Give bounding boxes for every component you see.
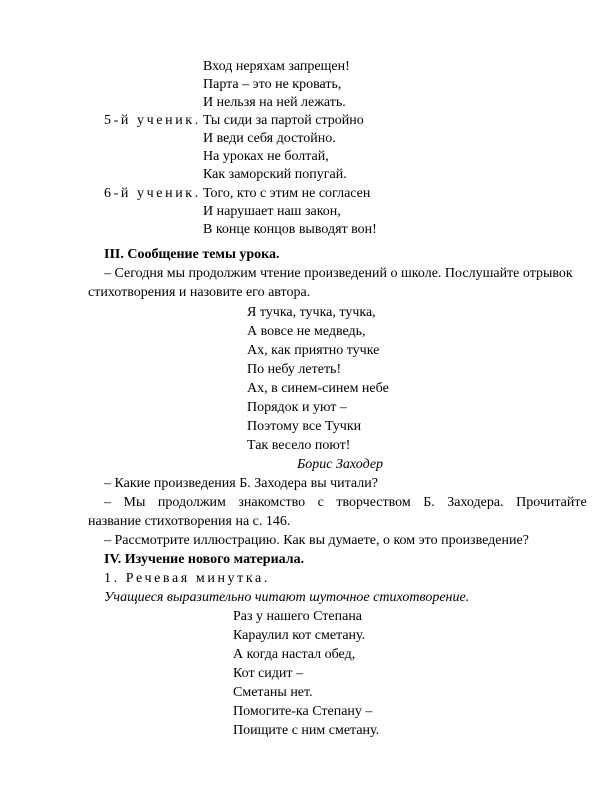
poem-line: Того, кто с этим не согласен	[203, 186, 371, 201]
question-line: название стихотворения на с. 146.	[88, 514, 291, 529]
poem-line: В конце концов выводят вон!	[203, 222, 377, 237]
poem-line: Вход неряхам запрещен!	[203, 59, 350, 74]
poem-line: Порядок и уют –	[247, 400, 347, 415]
poem-line: И нарушает наш закон,	[203, 204, 341, 219]
poem-line: Помогите-ка Степану –	[233, 704, 373, 719]
poem-line: Ах, как приятно тучке	[247, 343, 380, 358]
poem-line: А вовсе не медведь,	[247, 324, 366, 339]
paragraph-line: стихотворения и назовите его автора.	[88, 285, 311, 300]
question-line: – Мы продолжим знакомство с творчеством Б. Заходера. Прочитайте	[104, 495, 587, 510]
speaker-label: 6-й ученик.	[104, 186, 201, 201]
poem-line: Я тучка, тучка, тучка,	[247, 305, 376, 320]
poem-line: Так весело поют!	[247, 438, 351, 453]
poem-line: Поищите с ним сметану.	[233, 723, 380, 738]
poem-line: Поэтому все Тучки	[247, 419, 362, 434]
poem-line: Ах, в синем-синем небе	[247, 381, 389, 396]
question-line: – Рассмотрите иллюстрацию. Как вы думаете, о ком это произведение?	[104, 533, 529, 548]
poem-line: Сметаны нет.	[233, 685, 313, 700]
poem-line: Кот сидит –	[233, 666, 304, 681]
paragraph-line: – Сегодня мы продолжим чтение произведений о школе. Послушайте отрывок	[104, 266, 573, 281]
instruction-line: Учащиеся выразительно читают шуточное стихотворение.	[104, 590, 470, 605]
section-heading: III. Сообщение темы урока.	[104, 247, 280, 262]
poem-line: Караулил кот сметану.	[233, 628, 366, 643]
speaker-label: 5-й ученик.	[104, 113, 201, 128]
subsection-heading: 1. Речевая минутка.	[104, 571, 270, 586]
poem-line: Парта – это не кровать,	[203, 77, 342, 92]
poem-author: Борис Заходер	[297, 457, 384, 472]
poem-line: А когда настал обед,	[233, 647, 356, 662]
poem-line: Как заморский попугай.	[203, 167, 347, 182]
poem-line: Раз у нашего Степана	[233, 609, 363, 624]
poem-line: Ты сиди за партой стройно	[203, 113, 364, 128]
poem-line: По небу лететь!	[247, 362, 342, 377]
question-line: – Какие произведения Б. Заходера вы читали?	[104, 476, 378, 491]
poem-line: И нельзя на ней лежать.	[203, 95, 346, 110]
poem-line: И веди себя достойно.	[203, 131, 336, 146]
section-heading: IV. Изучение нового материала.	[104, 552, 305, 567]
poem-line: На уроках не болтай,	[203, 149, 329, 164]
